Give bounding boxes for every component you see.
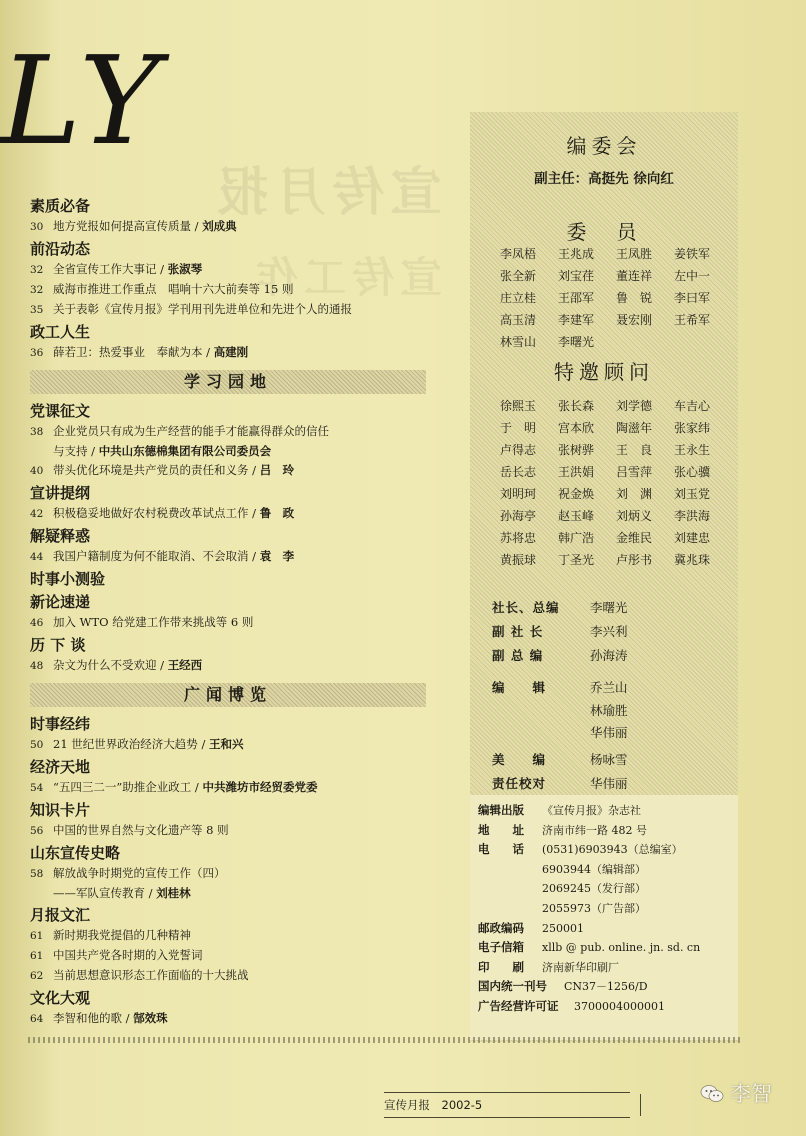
toc-entry[interactable]: 61 新时期我党提倡的几种精神 (30, 928, 191, 942)
staff-list (492, 596, 732, 796)
advisor-name: 王永生 (674, 443, 711, 457)
advisor-name: 刘明珂 (500, 487, 537, 501)
advisor-name: 徐熙玉 (500, 399, 537, 413)
member-name: 李凤梧 (500, 247, 537, 261)
toc-entry[interactable]: 64 李智和他的歌 / 郜效珠 (30, 1011, 168, 1025)
section-heading: 解疑释惑 (30, 527, 91, 545)
section-heading: 山东宣传史略 (30, 844, 121, 862)
member-name: 董连祥 (616, 269, 653, 283)
table-of-contents (30, 194, 460, 1029)
section-band: 学习园地 (30, 370, 426, 394)
toc-entry[interactable]: 46 加入 WTO 给党建工作带来挑战等 6 则 (30, 615, 254, 629)
advisor-name: 张家纬 (674, 421, 711, 435)
member-name: 王凤胜 (616, 247, 653, 261)
section-heading: 党课征文 (30, 402, 91, 420)
advisor-name: 刘建忠 (674, 531, 711, 545)
member-name: 高玉清 (500, 313, 537, 327)
toc-entry[interactable]: 32 威海市推进工作重点 唱响十六大前奏等 15 则 (30, 282, 294, 296)
footer-divider (630, 1094, 641, 1116)
advisor-name: 金维民 (616, 531, 653, 545)
section-heading: 政工人生 (30, 323, 91, 341)
advisor-name: 卢彤书 (616, 553, 653, 567)
section-heading: 素质必备 (30, 197, 91, 215)
section-heading: 知识卡片 (30, 801, 91, 819)
advisor-name: 张长森 (558, 399, 595, 413)
advisor-name: 车吉心 (674, 399, 711, 413)
advisor-name: 王 良 (616, 443, 653, 457)
advisors-list (500, 397, 736, 570)
toc-entry[interactable]: 58 解放战争时期党的宣传工作（四） (30, 866, 226, 880)
staff-row: 社长、总编 李曙光 (492, 600, 628, 615)
toc-entry[interactable]: 30 地方党报如何提高宣传质量 / 刘成典 (30, 219, 237, 233)
toc-entry[interactable]: 42 积极稳妥地做好农村税费改革试点工作 / 鲁 政 (30, 506, 295, 520)
staff-row: 编 辑 乔兰山 (492, 680, 628, 695)
advisor-name: 刘玉党 (674, 487, 711, 501)
member-name: 鲁 锐 (616, 291, 653, 305)
member-name: 李曰军 (674, 291, 711, 305)
staff-row: 副 总 编 孙海涛 (492, 648, 628, 663)
section-heading: 历 下 谈 (30, 636, 86, 654)
advisor-name: 黄振球 (500, 553, 537, 567)
advisor-name: 吕雪萍 (616, 465, 653, 479)
advisor-name: 李洪海 (674, 509, 711, 523)
member-name: 左中一 (674, 269, 711, 283)
advisor-name: 王洪娟 (558, 465, 595, 479)
advisor-name: 张树骅 (558, 443, 595, 457)
staff-row: 林瑜胜 (590, 703, 628, 718)
staff-row: 责任校对 华伟丽 (492, 776, 628, 791)
member-name: 庄立桂 (500, 291, 537, 305)
advisor-name: 韩广浩 (558, 531, 595, 545)
member-name: 王希军 (674, 313, 711, 327)
toc-entry[interactable]: 48 杂文为什么不受欢迎 / 王经西 (30, 658, 203, 672)
member-name: 林雪山 (500, 335, 537, 349)
advisor-name: 刘 渊 (616, 487, 653, 501)
advisors-title: 特邀顾问 (554, 360, 654, 384)
toc-entry[interactable]: 56 中国的世界自然与文化遗产等 8 则 (30, 823, 229, 837)
member-name: 姜铁军 (674, 247, 711, 261)
publication-info-box (470, 795, 738, 1040)
member-name: 刘宝荏 (558, 269, 595, 283)
toc-entry[interactable]: 50 21 世纪世界政治经济大趋势 / 王和兴 (30, 737, 244, 751)
wechat-icon (700, 1083, 724, 1105)
advisor-name: 卢得志 (500, 443, 537, 457)
toc-entry[interactable]: 36 薛若卫：热爱事业 奉献为本 / 高建刚 (30, 345, 249, 359)
advisor-name: 丁圣光 (558, 553, 595, 567)
advisor-name: 岳长志 (500, 465, 537, 479)
publication-info: 编辑出版 《宣传月报》杂志社 地 址 济南市纬一路 482 号 电 话 (0531)6903943（总编室） 6903944（编辑部） 2069245（发行部） 2055973（广告部） 邮政编码 250001 电子信箱 xllb @ pub. online. jn. sd. cn 印 刷 济南新华印刷厂 国内统一刊号 CN37－1256/D 广告经营许可证 3700004000001 (478, 803, 701, 1013)
section-heading: 文化大观 (30, 989, 91, 1007)
show-through-print: 宣传月报 (210, 162, 443, 223)
editorial-board-title: 编委会 (566, 134, 642, 158)
show-through-print: 宣传工作 (250, 253, 443, 302)
member-name: 王兆成 (558, 247, 595, 261)
toc-entry[interactable]: 54 “五四三二一”助推企业政工 / 中共潍坊市经贸委党委 (30, 780, 318, 794)
toc-entry[interactable]: 62 当前思想意识形态工作面临的十大挑战 (30, 968, 249, 982)
advisor-name: 冀兆珠 (674, 553, 711, 567)
section-heading: 前沿动态 (30, 240, 91, 258)
advisor-name: 孙海亭 (500, 509, 537, 523)
page-footer: 宣传月报 2002-5 (384, 1092, 630, 1118)
section-heading: 时事小测验 (30, 570, 106, 588)
member-name: 聂宏刚 (616, 313, 653, 327)
advisor-name: 祝金焕 (558, 487, 595, 501)
members-list (500, 245, 736, 352)
section-heading: 时事经纬 (30, 715, 91, 733)
section-heading: 宣讲提纲 (30, 484, 91, 502)
advisor-name: 张心骥 (674, 465, 711, 479)
advisor-name: 苏将忠 (500, 531, 537, 545)
advisor-name: 宫本欣 (558, 421, 595, 435)
toc-entry[interactable]: 38 企业党员只有成为生产经营的能手才能赢得群众的信任 (30, 424, 329, 438)
toc-entry-continued[interactable]: 与支持 / 中共山东德棉集团有限公司委员会 (53, 444, 272, 458)
staff-row: 华伟丽 (590, 725, 628, 740)
section-heading: 月报文汇 (30, 906, 91, 924)
toc-entry[interactable]: 44 我国户籍制度为何不能取消、不会取消 / 袁 李 (30, 549, 295, 563)
vice-chair-line: 副主任：高挺先 徐向红 (534, 171, 674, 187)
bottom-dotted-rule (28, 1037, 740, 1043)
section-band: 广闻博览 (30, 683, 426, 707)
advisor-name: 赵玉峰 (558, 509, 595, 523)
section-heading: 经济天地 (30, 758, 91, 776)
toc-entry[interactable]: 40 带头优化环境是共产党员的责任和义务 / 吕 玲 (30, 463, 295, 477)
member-name: 张全新 (500, 269, 537, 283)
toc-entry-continued[interactable]: ——军队宣传教育 / 刘桂林 (53, 886, 191, 900)
masthead-logo: LY (0, 30, 166, 172)
member-name: 王邵军 (558, 291, 595, 305)
section-heading: 新论速递 (30, 593, 91, 611)
advisor-name: 刘学德 (616, 399, 653, 413)
members-title: 委 员 (566, 220, 642, 244)
staff-row: 美 编 杨咏雪 (492, 752, 628, 767)
toc-entry[interactable]: 61 中国共产党各时期的入党誓词 (30, 948, 203, 962)
staff-row: 副 社 长 李兴利 (492, 624, 628, 639)
advisor-name: 于 明 (500, 421, 537, 435)
advisor-name: 陶滋年 (616, 421, 653, 435)
toc-entry[interactable]: 35 关于表彰《宣传月报》学刊用刊先进单位和先进个人的通报 (30, 302, 352, 316)
member-name: 李建军 (558, 313, 595, 327)
advisor-name: 刘炳义 (616, 509, 653, 523)
member-name: 李曙光 (558, 335, 595, 349)
watermark-label: 李智 (730, 1082, 772, 1106)
toc-entry[interactable]: 32 全省宣传工作大事记 / 张淑琴 (30, 262, 203, 276)
